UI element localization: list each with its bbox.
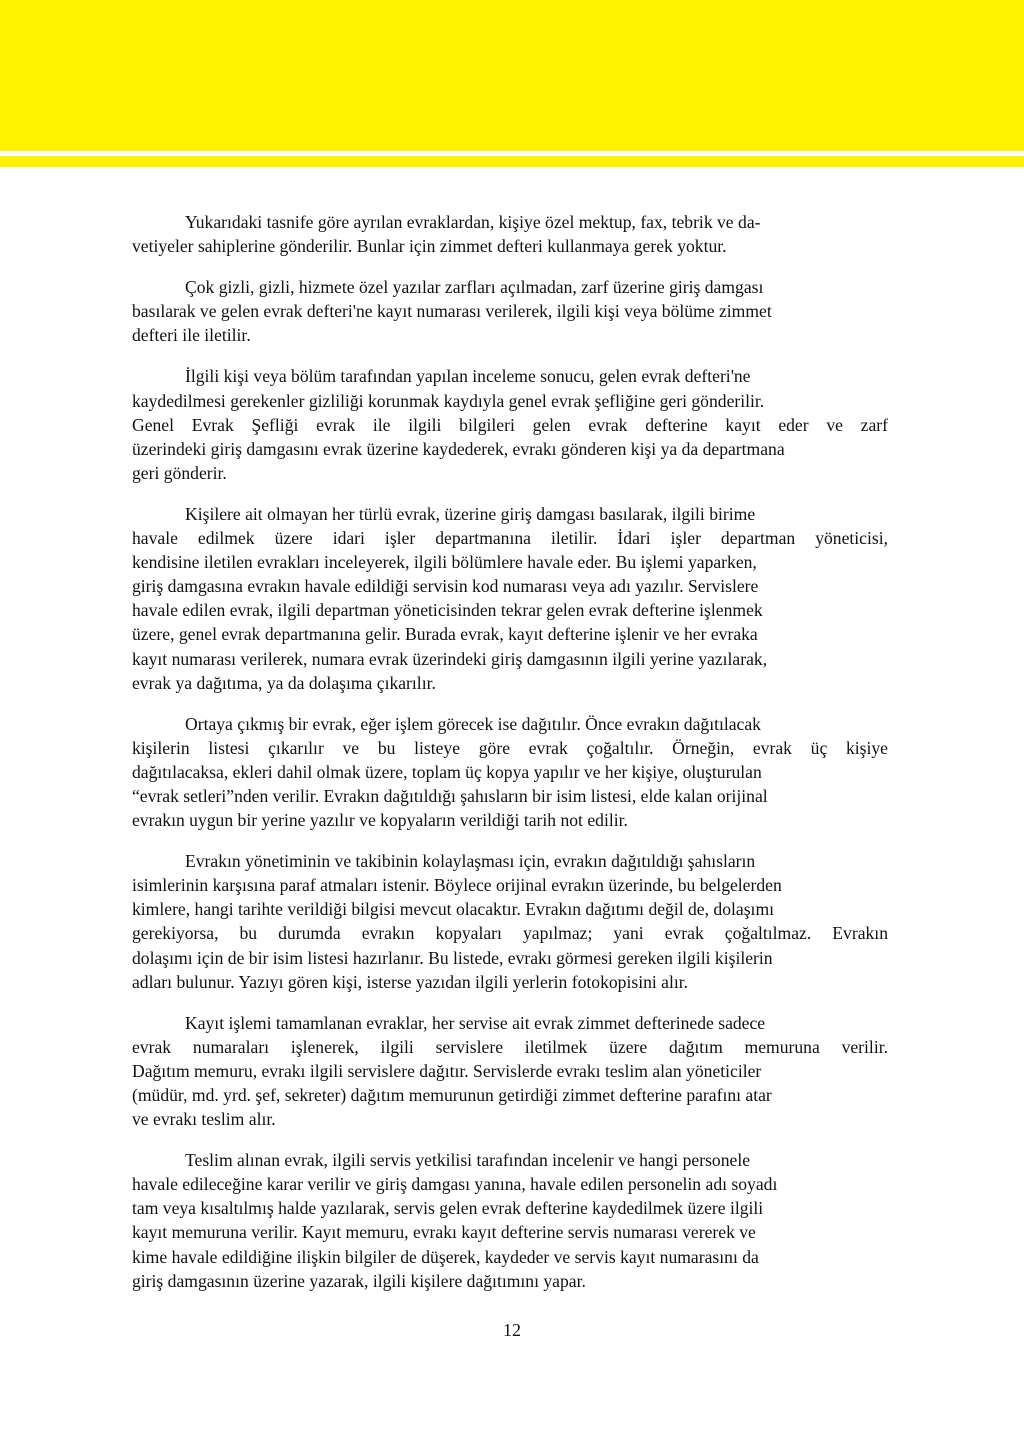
text-line: tam veya kısaltılmış halde yazılarak, servis gelen evrak defterine kaydedilmek üzere ilgili [132,1198,764,1219]
text-line: (müdür, md. yrd. şef, sekreter) dağıtım memurunun getirdiği zimmet defterine parafını atar [132,1085,772,1105]
text-line: kişilerin listesi çıkarılır ve bu listeye göre evrak çoğaltılır. Örneğin, evrak üç kişiye [132,737,888,758]
text-line: vetiyeler sahiplerine gönderilir. Bunlar için zimmet defteri kullanmaya gerek yoktur. [132,236,727,257]
text-line: evrak ya dağıtıma, ya da dolaşıma çıkarılır. [132,672,436,693]
text-line: geri gönderir. [132,462,227,483]
paragraph [132,275,888,347]
text-line: giriş damgasına evrakın havale edildiği servisin kod numarası veya adı yazılır. Servislere [132,576,759,597]
paragraph [132,210,888,258]
header-yellow-band [0,0,1024,151]
text-line: havale edilen evrak, ilgili departman yöneticisinden tekrar gelen evrak defterine işlenmek [132,600,763,621]
text-line: kayıt memuruna verilir. Kayıt memuru, evrakı kayıt defterine servis numarası vererek ve [132,1222,756,1243]
text-line: isimlerinin karşısına paraf atmaları istenir. Böylece orijinal evrakın üzerinde, bu belgelerden [132,875,782,896]
text-line: evrakın uygun bir yerine yazılır ve kopyaların verildiği tarih not edilir. [132,810,628,831]
text-line: basılarak ve gelen evrak defteri'ne kayıt numarası verilerek, ilgili kişi veya bölüme zimmet [132,301,772,322]
paragraph [132,1011,888,1131]
paragraph [132,1148,888,1293]
paragraph [132,502,888,695]
text-line: üzere, genel evrak departmanına gelir. Burada evrak, kayıt defterine işlenir ve her evraka [132,624,758,645]
text-line: kayıt numarası verilerek, numara evrak üzerindeki giriş damgasının ilgili yerine yazılarak, [132,648,768,669]
text-line: Genel Evrak Şefliği evrak ile ilgili bilgileri gelen evrak defterine kayıt eder ve zarf [132,414,888,435]
header-yellow-stripe [0,156,1024,167]
text-line: kaydedilmesi gerekenler gizliliği korunmak kaydıyla genel evrak şefliğine geri gönderilir. [132,390,765,411]
text-line: Teslim alınan evrak, ilgili servis yetkilisi tarafından incelenir ve hangi personele [185,1150,751,1171]
paragraph [132,712,888,832]
text-line: İlgili kişi veya bölüm tarafından yapılan inceleme sonucu, gelen evrak defteri'ne [185,366,751,387]
text-line: Evrakın yönetiminin ve takibinin kolaylaşması için, evrakın dağıtıldığı şahısların [185,851,756,872]
text-line: Kayıt işlemi tamamlanan evraklar, her servise ait evrak zimmet defterinede sadece [185,1012,766,1033]
text-line: dağıtılacaksa, ekleri dahil olmak üzere, toplam üç kopya yapılır ve her kişiye, oluşturulan [132,761,762,782]
text-line: ve evrakı teslim alır. [132,1109,276,1130]
text-line: havale edileceğine karar verilir ve giriş damgası yanına, havale edilen personelin adı soyadı [132,1174,778,1195]
document-body [132,210,888,1310]
text-line: kendisine iletilen evrakları inceleyerek, ilgili bölümlere havale eder. Bu işlemi yaparken, [132,552,757,573]
text-line: Yukarıdaki tasnife göre ayrılan evraklardan, kişiye özel mektup, fax, tebrik ve da- [185,212,761,232]
paragraph [132,364,888,484]
text-line: dolaşımı için de bir isim listesi hazırlanır. Bu listede, evrakı görmesi gereken ilgili kişilerin [132,947,773,968]
text-line: üzerindeki giriş damgasını evrak üzerine kaydederek, evrakı gönderen kişi ya da departmana [132,438,785,459]
text-line: Çok gizli, gizli, hizmete özel yazılar zarfları açılmadan, zarf üzerine giriş damgası [185,277,764,298]
page-number: 12 [503,1320,521,1340]
text-line: Kişilere ait olmayan her türlü evrak, üzerine giriş damgası basılarak, ilgili birime [185,503,756,524]
text-line: gerekiyorsa, bu durumda evrakın kopyaları yapılmaz; yani evrak çoğaltılmaz. Evrakın [132,923,888,944]
text-line: kime havale edildiğine ilişkin bilgiler de düşerek, kaydeder ve servis kayıt numarasını da [132,1246,759,1267]
text-line: evrak numaraları işlenerek, ilgili servislere iletilmek üzere dağıtım memuruna verilir. [132,1036,888,1057]
text-line: Dağıtım memuru, evrakı ilgili servislere dağıtır. Servislerde evrakı teslim alan yöneticiler [132,1060,762,1081]
text-line: adları bulunur. Yazıyı gören kişi, isterse yazıdan ilgili yerlerin fotokopisini alır. [132,971,689,992]
text-line: havale edilmek üzere idari işler departmanına iletilir. İdari işler departman yöneticisi, [132,528,888,549]
text-line: defteri ile iletilir. [132,325,251,346]
paragraph [132,849,888,994]
text-line: giriş damgasının üzerine yazarak, ilgili kişilere dağıtımını yapar. [132,1270,586,1291]
text-line: Ortaya çıkmış bir evrak, eğer işlem görecek ise dağıtılır. Önce evrakın dağıtılacak [185,713,761,734]
text-line: “evrak setleri”nden verilir. Evrakın dağıtıldığı şahısların bir isim listesi, elde kalan orijinal [132,785,768,806]
text-line: kimlere, hangi tarihte verildiği bilgisi mevcut olacaktır. Evrakın dağıtımı değil de, dolaşımı [132,899,775,920]
